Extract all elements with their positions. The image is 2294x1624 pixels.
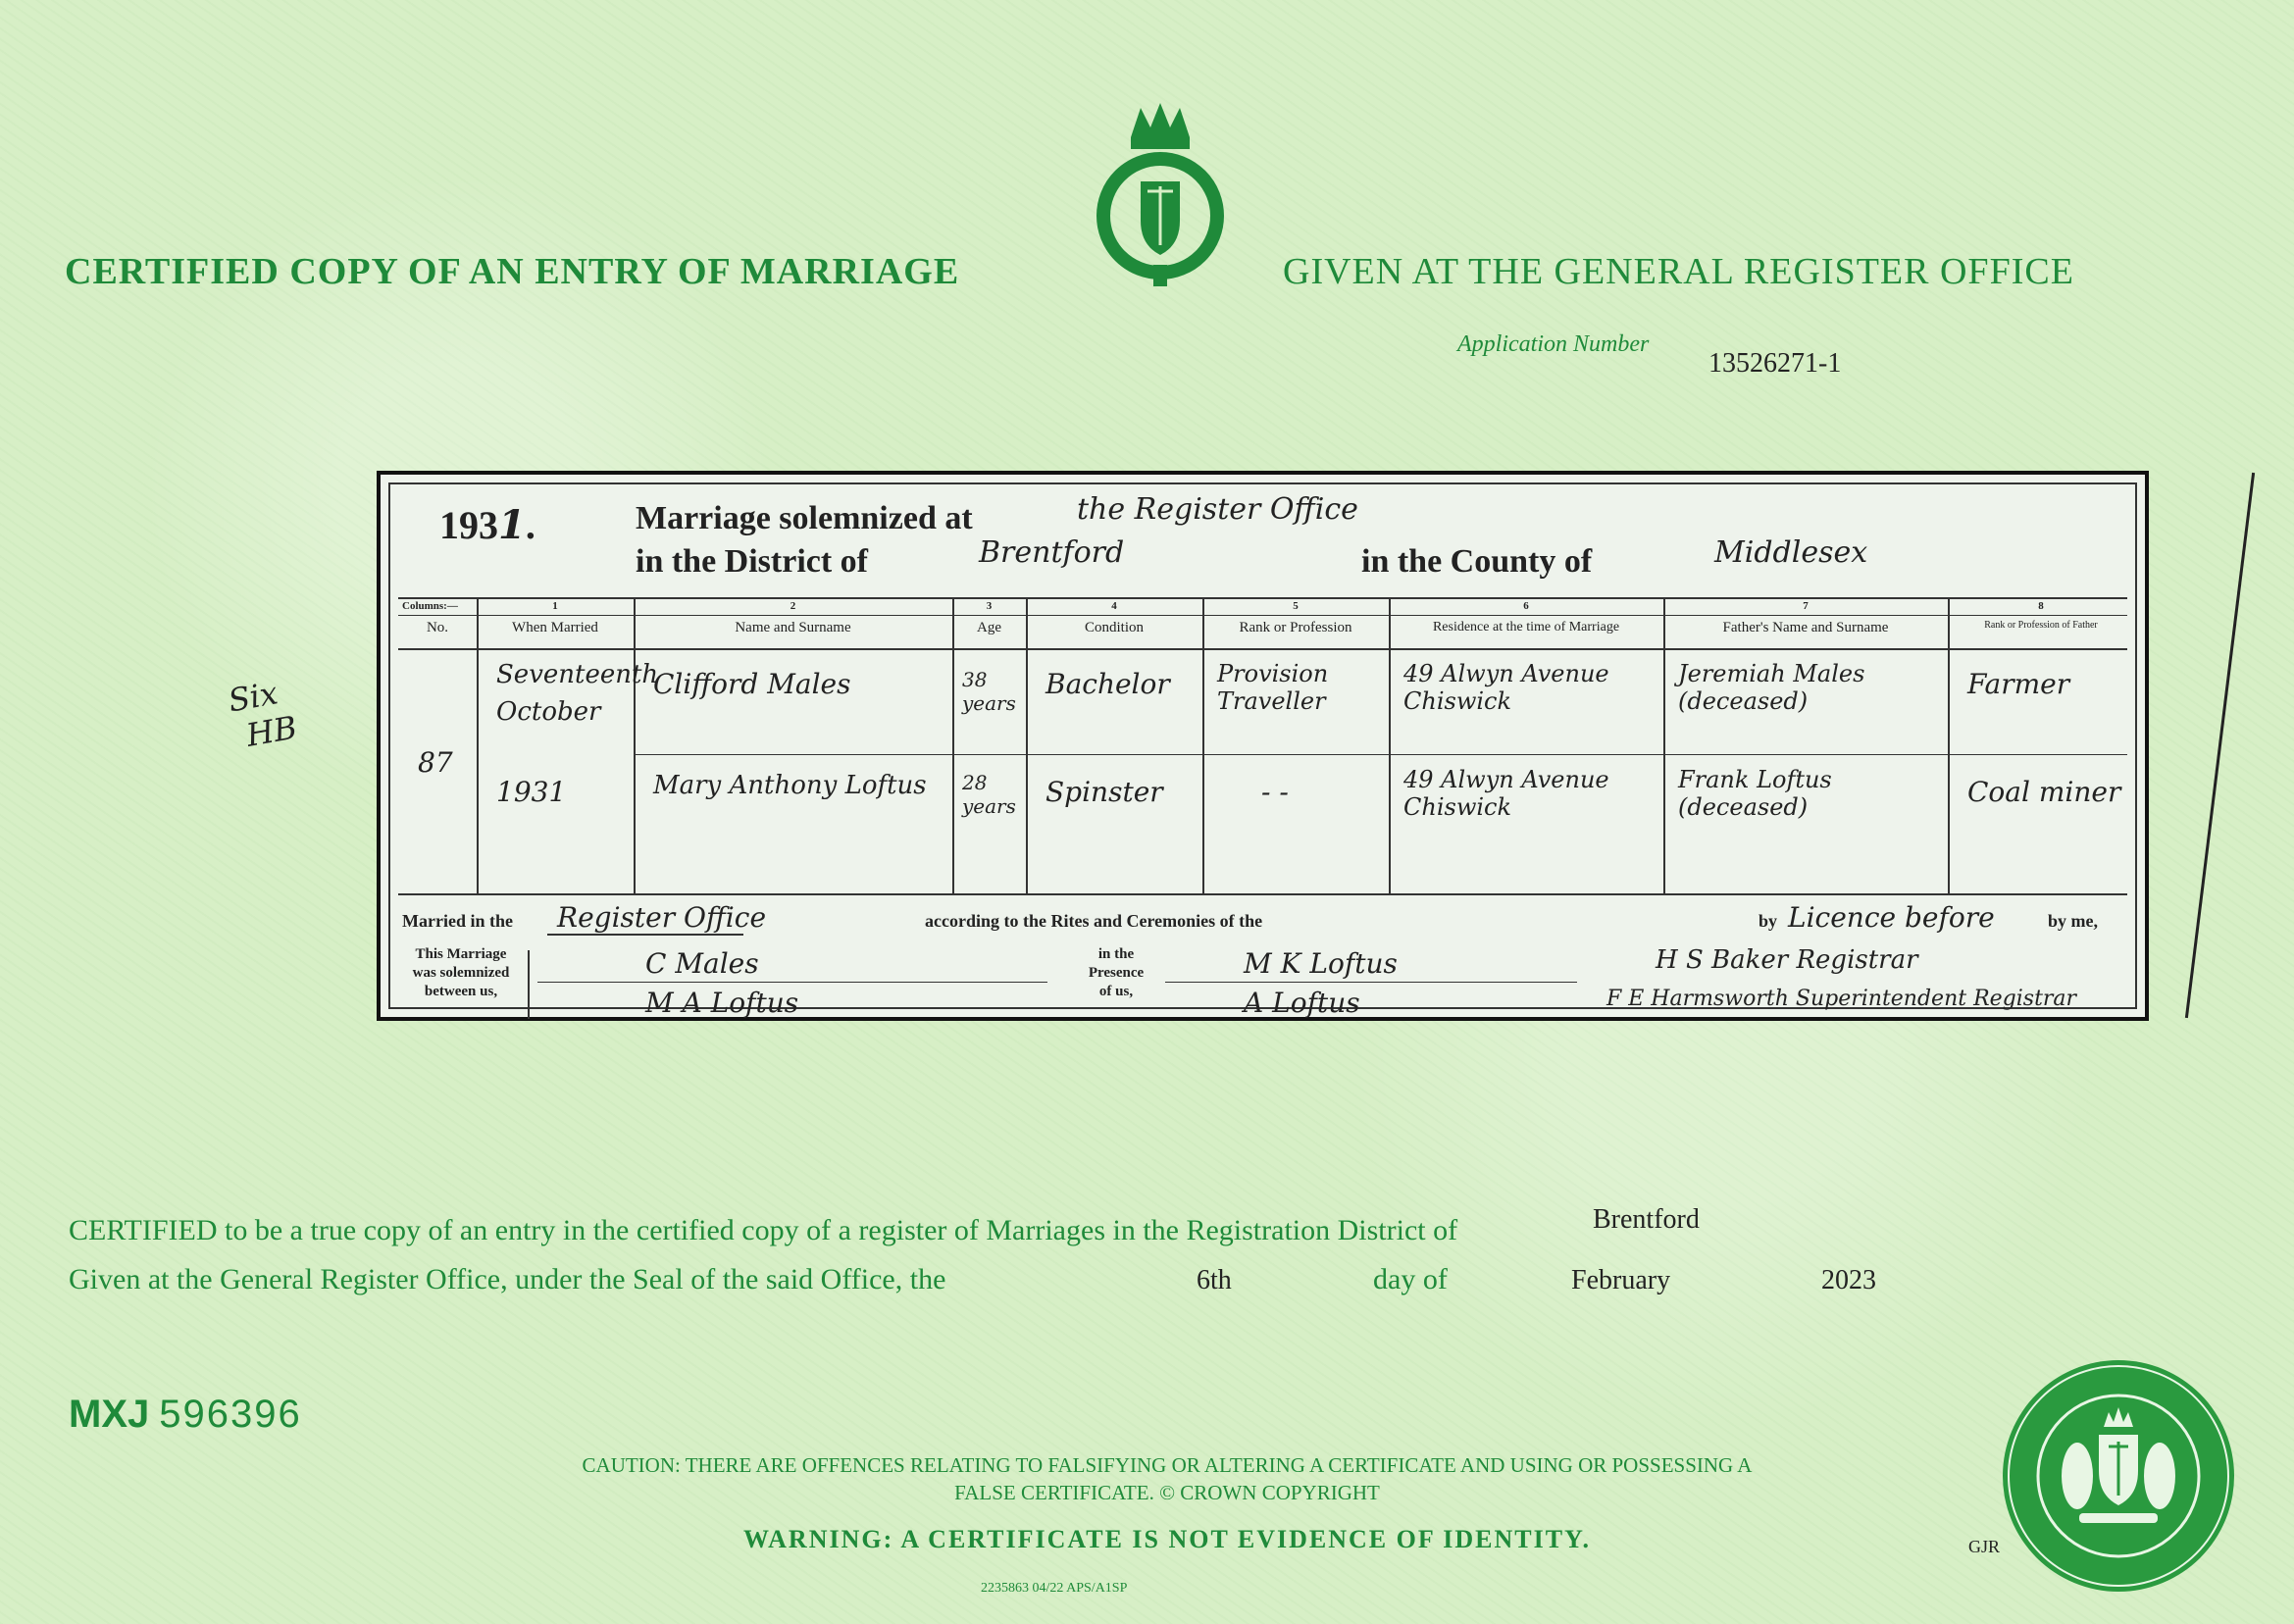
witness-1-signature: M K Loftus xyxy=(1244,947,1398,980)
by-label: by xyxy=(1759,911,1778,931)
margin-note-line2: HB xyxy=(243,708,300,754)
register-table xyxy=(398,597,2127,895)
header-father-profession: Rank or Profession of Father xyxy=(1984,620,2098,631)
certification-month: February xyxy=(1571,1265,1671,1295)
bride-father-profession: Coal miner xyxy=(1967,776,2121,808)
witness-2-signature: A Loftus xyxy=(1244,987,1360,1019)
column-number-3: 3 xyxy=(986,600,993,612)
given-statement: Given at the General Register Office, under the Seal of the said Office, the xyxy=(69,1263,946,1295)
certification-statement xyxy=(69,1214,1457,1247)
column-number-8: 8 xyxy=(2038,600,2044,612)
between-label-line1: This Marriage xyxy=(415,946,507,962)
groom-condition: Bachelor xyxy=(1045,668,1170,700)
bride-name: Mary Anthony Loftus xyxy=(653,771,927,800)
register-year: 1931. xyxy=(439,502,535,548)
presence-label-line2: Presence xyxy=(1088,965,1145,981)
certification-text: CERTIFIED to be a true copy of an entry in the certified copy of a register of Marriages in the Registration District of xyxy=(69,1214,1458,1246)
signature-line xyxy=(1165,982,1577,983)
between-us-label xyxy=(402,945,520,1001)
header-name: Name and Surname xyxy=(735,620,851,635)
married-in-line xyxy=(547,934,743,936)
signature-line xyxy=(537,982,1047,983)
year-handwritten: 1 xyxy=(498,502,526,548)
bride-age: 28 years xyxy=(962,771,1016,818)
married-in-label: Married in the xyxy=(402,911,513,931)
certificate-title: CERTIFIED COPY OF AN ENTRY OF MARRIAGE xyxy=(65,251,960,292)
county-label: in the County of xyxy=(1361,543,1593,580)
superintendent-signature: F E Harmsworth Superintendent Registrar xyxy=(1606,987,2077,1011)
bride-condition: Spinster xyxy=(1045,776,1163,808)
column-number-7: 7 xyxy=(1803,600,1809,612)
caution-notice xyxy=(422,1451,1912,1506)
form-code: 2235863 04/22 APS/A1SP xyxy=(981,1581,1128,1596)
entry-number: 87 xyxy=(418,746,453,779)
married-in-value: Register Office xyxy=(557,901,767,934)
column-divider xyxy=(1026,599,1028,893)
header-profession: Rank or Profession xyxy=(1239,620,1352,635)
header-when-married: When Married xyxy=(512,620,598,635)
serial-digits: 596396 xyxy=(159,1393,302,1436)
married-day: Seventeenth xyxy=(496,660,659,689)
identity-warning: WARNING: A CERTIFICATE IS NOT EVIDENCE OF IDENTITY. xyxy=(743,1525,1591,1553)
column-number-1: 1 xyxy=(552,600,558,612)
column-divider xyxy=(634,599,636,893)
column-number-row xyxy=(398,599,2127,616)
groom-age: 38 years xyxy=(962,668,1016,715)
margin-note-line1: Six xyxy=(225,674,280,720)
caution-line1: CAUTION: THERE ARE OFFENCES RELATING TO FALSIFYING OR ALTERING A CERTIFICATE AND USING OR POSSESSING A xyxy=(582,1453,1753,1477)
groom-name: Clifford Males xyxy=(653,668,851,700)
bride-profession: - - xyxy=(1261,776,1289,808)
certification-year: 2023 xyxy=(1821,1265,1876,1295)
between-label-line2: was solemnized xyxy=(412,965,510,981)
column-number-2: 2 xyxy=(790,600,796,612)
margin-note xyxy=(226,672,300,756)
bride-signature: M A Loftus xyxy=(645,987,799,1019)
column-divider xyxy=(1948,599,1950,893)
rites-label: according to the Rites and Ceremonies of the xyxy=(925,911,1263,931)
solemnized-place: the Register Office xyxy=(1077,492,1358,527)
groom-residence: 49 Alwyn Avenue Chiswick xyxy=(1403,660,1609,715)
groom-signature: C Males xyxy=(645,947,759,980)
bracket xyxy=(528,950,530,1019)
bride-residence: 49 Alwyn Avenue Chiswick xyxy=(1403,766,1609,821)
between-label-line3: between us, xyxy=(424,984,498,999)
registrar-signature: H S Baker Registrar xyxy=(1656,945,1918,975)
presence-label-line1: in the xyxy=(1097,946,1135,962)
row-divider xyxy=(634,754,2127,755)
serial-number xyxy=(69,1391,302,1437)
gjr-initials: GJR xyxy=(1968,1537,2001,1556)
county-value: Middlesex xyxy=(1714,535,1868,570)
certification-district: Brentford xyxy=(1593,1204,1700,1235)
year-printed: 193 xyxy=(439,503,498,547)
header-residence: Residence at the time of Marriage xyxy=(1432,620,1620,634)
column-divider xyxy=(477,599,479,893)
application-number-label: Application Number xyxy=(1457,331,1650,357)
certification-day: 6th xyxy=(1197,1265,1232,1295)
issuer-title: GIVEN AT THE GENERAL REGISTER OFFICE xyxy=(1283,251,2074,292)
serial-prefix: MXJ xyxy=(69,1393,150,1436)
column-divider xyxy=(1663,599,1665,893)
day-of-label: day of xyxy=(1373,1263,1448,1295)
column-divider xyxy=(1202,599,1204,893)
by-value: Licence before xyxy=(1788,901,1995,934)
bride-father: Frank Loftus (deceased) xyxy=(1678,766,1832,821)
district-label: in the District of xyxy=(636,543,869,580)
column-divider xyxy=(952,599,954,893)
header-age: Age xyxy=(977,620,1001,635)
application-number: 13526271-1 xyxy=(1708,348,1842,379)
column-number-5: 5 xyxy=(1293,600,1299,612)
solemnized-label: Marriage solemnized at xyxy=(636,500,973,536)
gro-seal-icon xyxy=(2001,1358,2236,1594)
header-no: No. xyxy=(426,620,449,635)
caution-line2: FALSE CERTIFICATE. © CROWN COPYRIGHT xyxy=(954,1481,1380,1504)
royal-crest-icon xyxy=(1087,98,1234,294)
married-year: 1931 xyxy=(496,776,567,808)
presence-label xyxy=(1077,945,1155,1001)
marriage-register-entry xyxy=(377,471,2149,1021)
groom-father: Jeremiah Males (deceased) xyxy=(1678,660,1865,715)
groom-father-profession: Farmer xyxy=(1967,668,2070,700)
column-divider xyxy=(1389,599,1391,893)
header-father: Father's Name and Surname xyxy=(1722,620,1889,635)
column-number-6: 6 xyxy=(1523,600,1529,612)
header-condition: Condition xyxy=(1084,620,1144,635)
columns-label: Columns:— xyxy=(402,600,458,612)
record-frame xyxy=(388,482,2137,1019)
district-value: Brentford xyxy=(979,535,1125,570)
groom-profession: Provision Traveller xyxy=(1217,660,1329,715)
presence-label-line3: of us, xyxy=(1098,984,1134,999)
by-me-label: by me, xyxy=(2048,911,2098,931)
married-month: October xyxy=(496,697,601,727)
column-number-4: 4 xyxy=(1111,600,1117,612)
